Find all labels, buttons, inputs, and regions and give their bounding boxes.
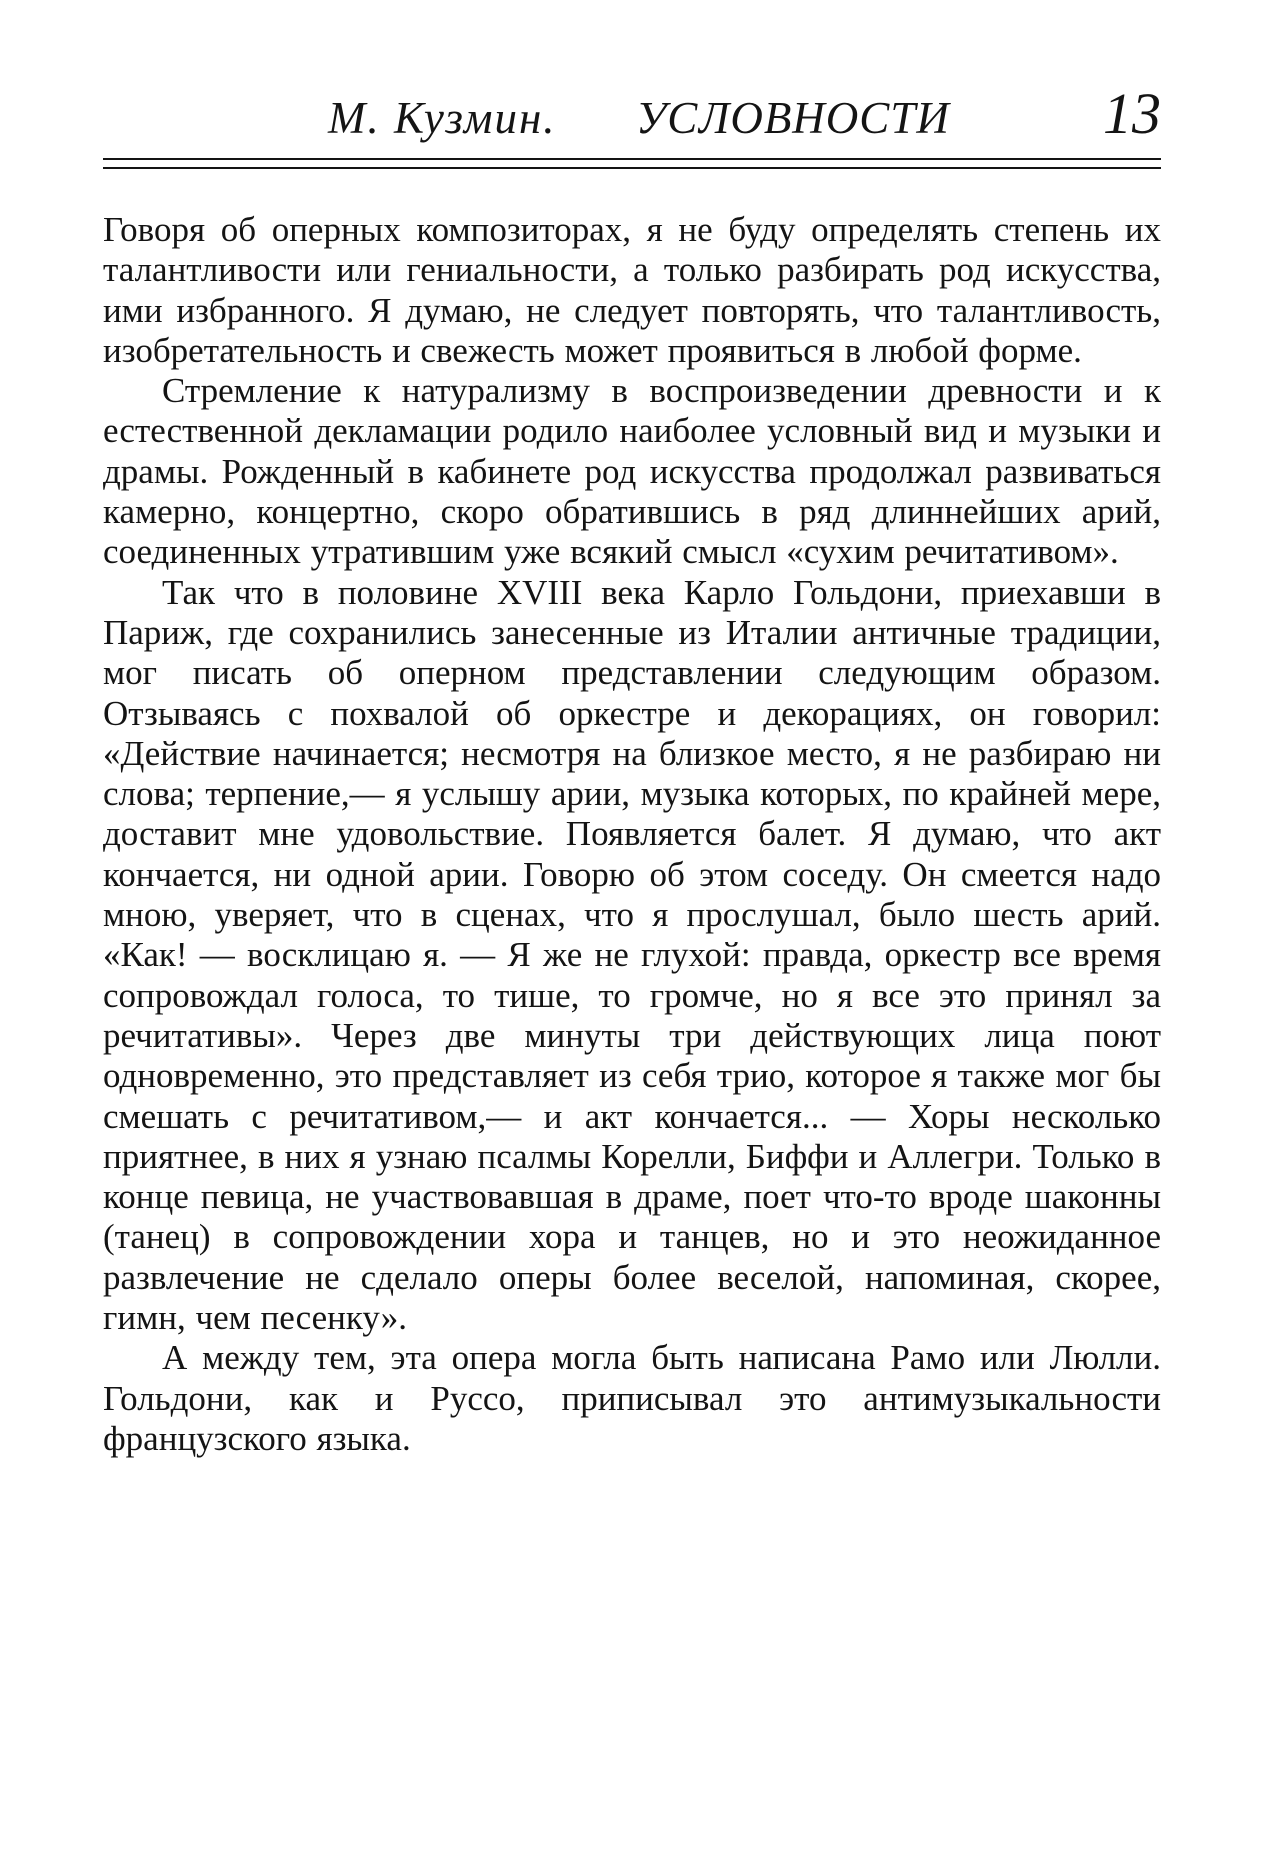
header-rule-top <box>103 158 1161 160</box>
paragraph-2: Стремление к натурализму в воспроизведении древности и к естественной декламации родило наиболее условный вид и музыки и драмы. Рожденный в кабинете род искусства продолжал развиваться камерно, концертно, скоро обратившись в ряд длиннейших арий, соединенных утратившим уже всякий смысл «сухим речитативом». <box>103 371 1161 572</box>
header-rule-bottom <box>103 167 1161 169</box>
paragraph-3: Так что в половине XVIII века Карло Гольдони, приехавши в Париж, где сохранились занесенные из Италии античные традиции, мог писать об оперном представлении следующим образом. Отзываясь с похвалой об оркестре и декорациях, он говорил: «Действие начинается; несмотря на близкое место, я не разбираю ни слова; терпение,— я услышу арии, музыка которых, по крайней мере, доставит мне удовольствие. Появляется балет. Я думаю, что акт кончается, ни одной арии. Говорю об этом соседу. Он смеется надо мною, уверяет, что в сценах, что я прослушал, было шесть арий. «Как! — восклицаю я. — Я же не глухой: правда, оркестр все время сопровождал голоса, то тише, то громче, но я все это принял за речитативы». Через две минуты три действующих лица поют одновременно, это представляет из себя трио, которое я также мог бы смешать с речитативом,— и акт кончается... — Хоры несколько приятнее, в них я узнаю псалмы Корелли, Биффи и Аллегри. Только в конце певица, не участвовавшая в драме, поет что-то вроде шаконны (танец) в сопровождении хора и танцев, но и это неожиданное развлечение не сделало оперы более веселой, напоминая, скорее, гимн, чем песенку». <box>103 572 1161 1338</box>
header-title: УСЛОВНОСТИ <box>636 93 950 143</box>
body-text <box>103 210 1161 1459</box>
header-author: М. Кузмин. <box>328 93 557 143</box>
page-number: 13 <box>1103 81 1161 146</box>
running-header <box>103 81 1161 156</box>
paragraph-4: А между тем, эта опера могла быть написана Рамо или Люлли. Гольдони, как и Руссо, приписывал это антимузыкальности французского языка. <box>103 1338 1161 1458</box>
paragraph-1: Говоря об оперных композиторах, я не буду определять степень их талантливости или гениальности, а только разбирать род искусства, ими избранного. Я думаю, не следует повторять, что талантливость, изобретательность и свежесть может проявиться в любой форме. <box>103 210 1161 370</box>
